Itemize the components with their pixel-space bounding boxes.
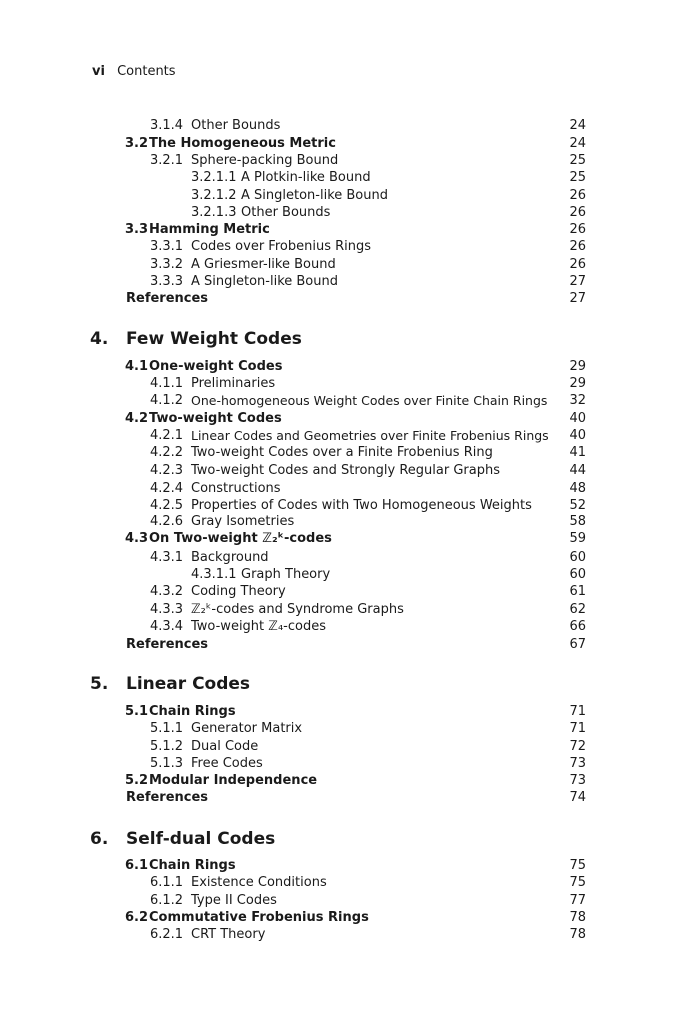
running-title: Contents bbox=[117, 64, 176, 79]
entry-page: 74 bbox=[569, 790, 586, 805]
entry-number: 6.1 bbox=[125, 858, 149, 873]
entry-number: 4.2.6 bbox=[150, 514, 184, 529]
entry-number: 3.3 bbox=[125, 222, 149, 237]
entry-number: 3.3.3 bbox=[150, 274, 184, 289]
entry-page: 60 bbox=[569, 550, 586, 565]
entry-page: 73 bbox=[569, 773, 586, 788]
entry-title: Type II Codes bbox=[191, 893, 277, 908]
entry-title: Dual Code bbox=[191, 739, 259, 754]
entry-title: Chain Rings bbox=[149, 858, 236, 873]
entry-number: 5.1 bbox=[125, 704, 149, 719]
entry-number: 4.3.2 bbox=[150, 584, 184, 599]
entry-page: 75 bbox=[569, 858, 586, 873]
entry-title: Two-weight ℤ₄-codes bbox=[191, 619, 326, 634]
entry-number: 3.3.1 bbox=[150, 239, 184, 254]
entry-number: 4.1 bbox=[125, 359, 149, 374]
entry-number: 4.3.1 bbox=[150, 550, 184, 565]
entry-title: Coding Theory bbox=[191, 584, 286, 599]
entry-page: 25 bbox=[569, 170, 586, 185]
entry-title: A Griesmer-like Bound bbox=[191, 257, 336, 272]
entry-number: 4.2 bbox=[125, 411, 149, 426]
entry-number: 3.2.1.3 bbox=[191, 205, 237, 220]
entry-number: 4.2.1 bbox=[150, 428, 184, 443]
entry-title: References bbox=[126, 790, 209, 805]
entry-title: Existence Conditions bbox=[191, 875, 327, 890]
entry-number: 4.3.4 bbox=[150, 619, 184, 634]
entry-number: 6.1.1 bbox=[150, 875, 184, 890]
entry-number: 6.1.2 bbox=[150, 893, 184, 908]
entry-number: 4.2.5 bbox=[150, 498, 184, 513]
entry-page: 71 bbox=[569, 721, 586, 736]
entry-title: Linear Codes and Geometries over Finite Frobenius Rings bbox=[191, 428, 549, 443]
chapter-number: 5. bbox=[90, 674, 109, 694]
entry-title: Chain Rings bbox=[149, 704, 236, 719]
entry-page: 60 bbox=[569, 567, 586, 582]
entry-page: 67 bbox=[569, 637, 586, 652]
entry-page: 72 bbox=[569, 739, 586, 754]
entry-title: Codes over Frobenius Rings bbox=[191, 239, 372, 254]
entry-page: 25 bbox=[569, 153, 586, 168]
entry-title: Free Codes bbox=[191, 756, 263, 771]
entry-title: Constructions bbox=[191, 481, 281, 496]
chapter-number: 6. bbox=[90, 829, 109, 849]
entry-page: 66 bbox=[569, 619, 586, 634]
entry-page: 75 bbox=[569, 875, 586, 890]
entry-page: 41 bbox=[569, 445, 586, 460]
entry-title: Two-weight Codes and Strongly Regular Graphs bbox=[191, 463, 500, 478]
entry-title: A Singleton-like Bound bbox=[241, 188, 388, 203]
page-number: vi bbox=[92, 64, 105, 79]
entry-page: 26 bbox=[569, 222, 586, 237]
entry-title: CRT Theory bbox=[191, 927, 266, 942]
entry-title: ℤ₂ᵏ-codes and Syndrome Graphs bbox=[191, 602, 404, 617]
entry-number: 4.2.4 bbox=[150, 481, 184, 496]
entry-number: 4.3.1.1 bbox=[191, 567, 237, 582]
entry-title: Two-weight Codes bbox=[149, 411, 282, 426]
chapter-number: 4. bbox=[90, 329, 109, 349]
entry-page: 61 bbox=[569, 584, 586, 599]
entry-number: 3.2.1.2 bbox=[191, 188, 237, 203]
entry-page: 77 bbox=[569, 893, 586, 908]
entry-title: Modular Independence bbox=[149, 773, 318, 788]
entry-page: 24 bbox=[569, 118, 586, 133]
entry-title: A Singleton-like Bound bbox=[191, 274, 338, 289]
entry-title: Hamming Metric bbox=[149, 222, 270, 237]
entry-number: 4.3.3 bbox=[150, 602, 184, 617]
entry-title: Preliminaries bbox=[191, 376, 276, 391]
entry-number: 5.1.3 bbox=[150, 756, 184, 771]
chapter-title: Self-dual Codes bbox=[126, 829, 276, 849]
entry-number: 4.3 bbox=[125, 531, 149, 546]
entry-title: The Homogeneous Metric bbox=[149, 136, 336, 151]
entry-page: 44 bbox=[569, 463, 586, 478]
entry-number: 3.2 bbox=[125, 136, 149, 151]
entry-number: 3.2.1 bbox=[150, 153, 184, 168]
entry-title: Sphere-packing Bound bbox=[191, 153, 339, 168]
entry-title: Graph Theory bbox=[241, 567, 331, 582]
entry-title: References bbox=[126, 291, 209, 306]
entry-number: 6.2.1 bbox=[150, 927, 184, 942]
entry-page: 48 bbox=[569, 481, 586, 496]
entry-number: 4.2.3 bbox=[150, 463, 184, 478]
entry-page: 26 bbox=[569, 257, 586, 272]
entry-title: Commutative Frobenius Rings bbox=[149, 910, 369, 925]
entry-number: 3.3.2 bbox=[150, 257, 184, 272]
entry-page: 58 bbox=[569, 514, 586, 529]
entry-title: Two-weight Codes over a Finite Frobenius Ring bbox=[191, 445, 493, 460]
entry-number: 3.2.1.1 bbox=[191, 170, 237, 185]
entry-page: 32 bbox=[569, 393, 586, 408]
entry-number: 4.1.1 bbox=[150, 376, 184, 391]
entry-title: Generator Matrix bbox=[191, 721, 303, 736]
entry-number: 5.1.2 bbox=[150, 739, 184, 754]
entry-title: Other Bounds bbox=[241, 205, 331, 220]
entry-page: 29 bbox=[569, 376, 586, 391]
entry-page: 26 bbox=[569, 205, 586, 220]
entry-title: One-homogeneous Weight Codes over Finite Chain Rings bbox=[191, 393, 548, 408]
entry-title: On Two-weight ℤ₂ᵏ-codes bbox=[149, 531, 332, 546]
entry-title: Background bbox=[191, 550, 269, 565]
entry-page: 73 bbox=[569, 756, 586, 771]
entry-number: 4.1.2 bbox=[150, 393, 184, 408]
entry-page: 62 bbox=[569, 602, 586, 617]
entry-page: 71 bbox=[569, 704, 586, 719]
entry-number: 3.1.4 bbox=[150, 118, 184, 133]
entry-page: 26 bbox=[569, 239, 586, 254]
entry-page: 27 bbox=[569, 274, 586, 289]
entry-title: Properties of Codes with Two Homogeneous Weights bbox=[191, 498, 532, 513]
entry-title: Other Bounds bbox=[191, 118, 281, 133]
entry-number: 6.2 bbox=[125, 910, 149, 925]
entry-page: 29 bbox=[569, 359, 586, 374]
entry-page: 78 bbox=[569, 927, 586, 942]
entry-page: 40 bbox=[569, 411, 586, 426]
entry-number: 5.1.1 bbox=[150, 721, 184, 736]
entry-number: 5.2 bbox=[125, 773, 149, 788]
entry-page: 27 bbox=[569, 291, 586, 306]
entry-page: 40 bbox=[569, 428, 586, 443]
chapter-title: Few Weight Codes bbox=[126, 329, 302, 349]
entry-page: 52 bbox=[569, 498, 586, 513]
entry-page: 59 bbox=[569, 531, 586, 546]
chapter-title: Linear Codes bbox=[126, 674, 251, 694]
entry-number: 4.2.2 bbox=[150, 445, 184, 460]
entry-title: A Plotkin-like Bound bbox=[241, 170, 371, 185]
entry-title: Gray Isometries bbox=[191, 514, 295, 529]
entry-page: 24 bbox=[569, 136, 586, 151]
entry-title: One-weight Codes bbox=[149, 359, 283, 374]
entry-page: 26 bbox=[569, 188, 586, 203]
entry-title: References bbox=[126, 637, 209, 652]
entry-page: 78 bbox=[569, 910, 586, 925]
